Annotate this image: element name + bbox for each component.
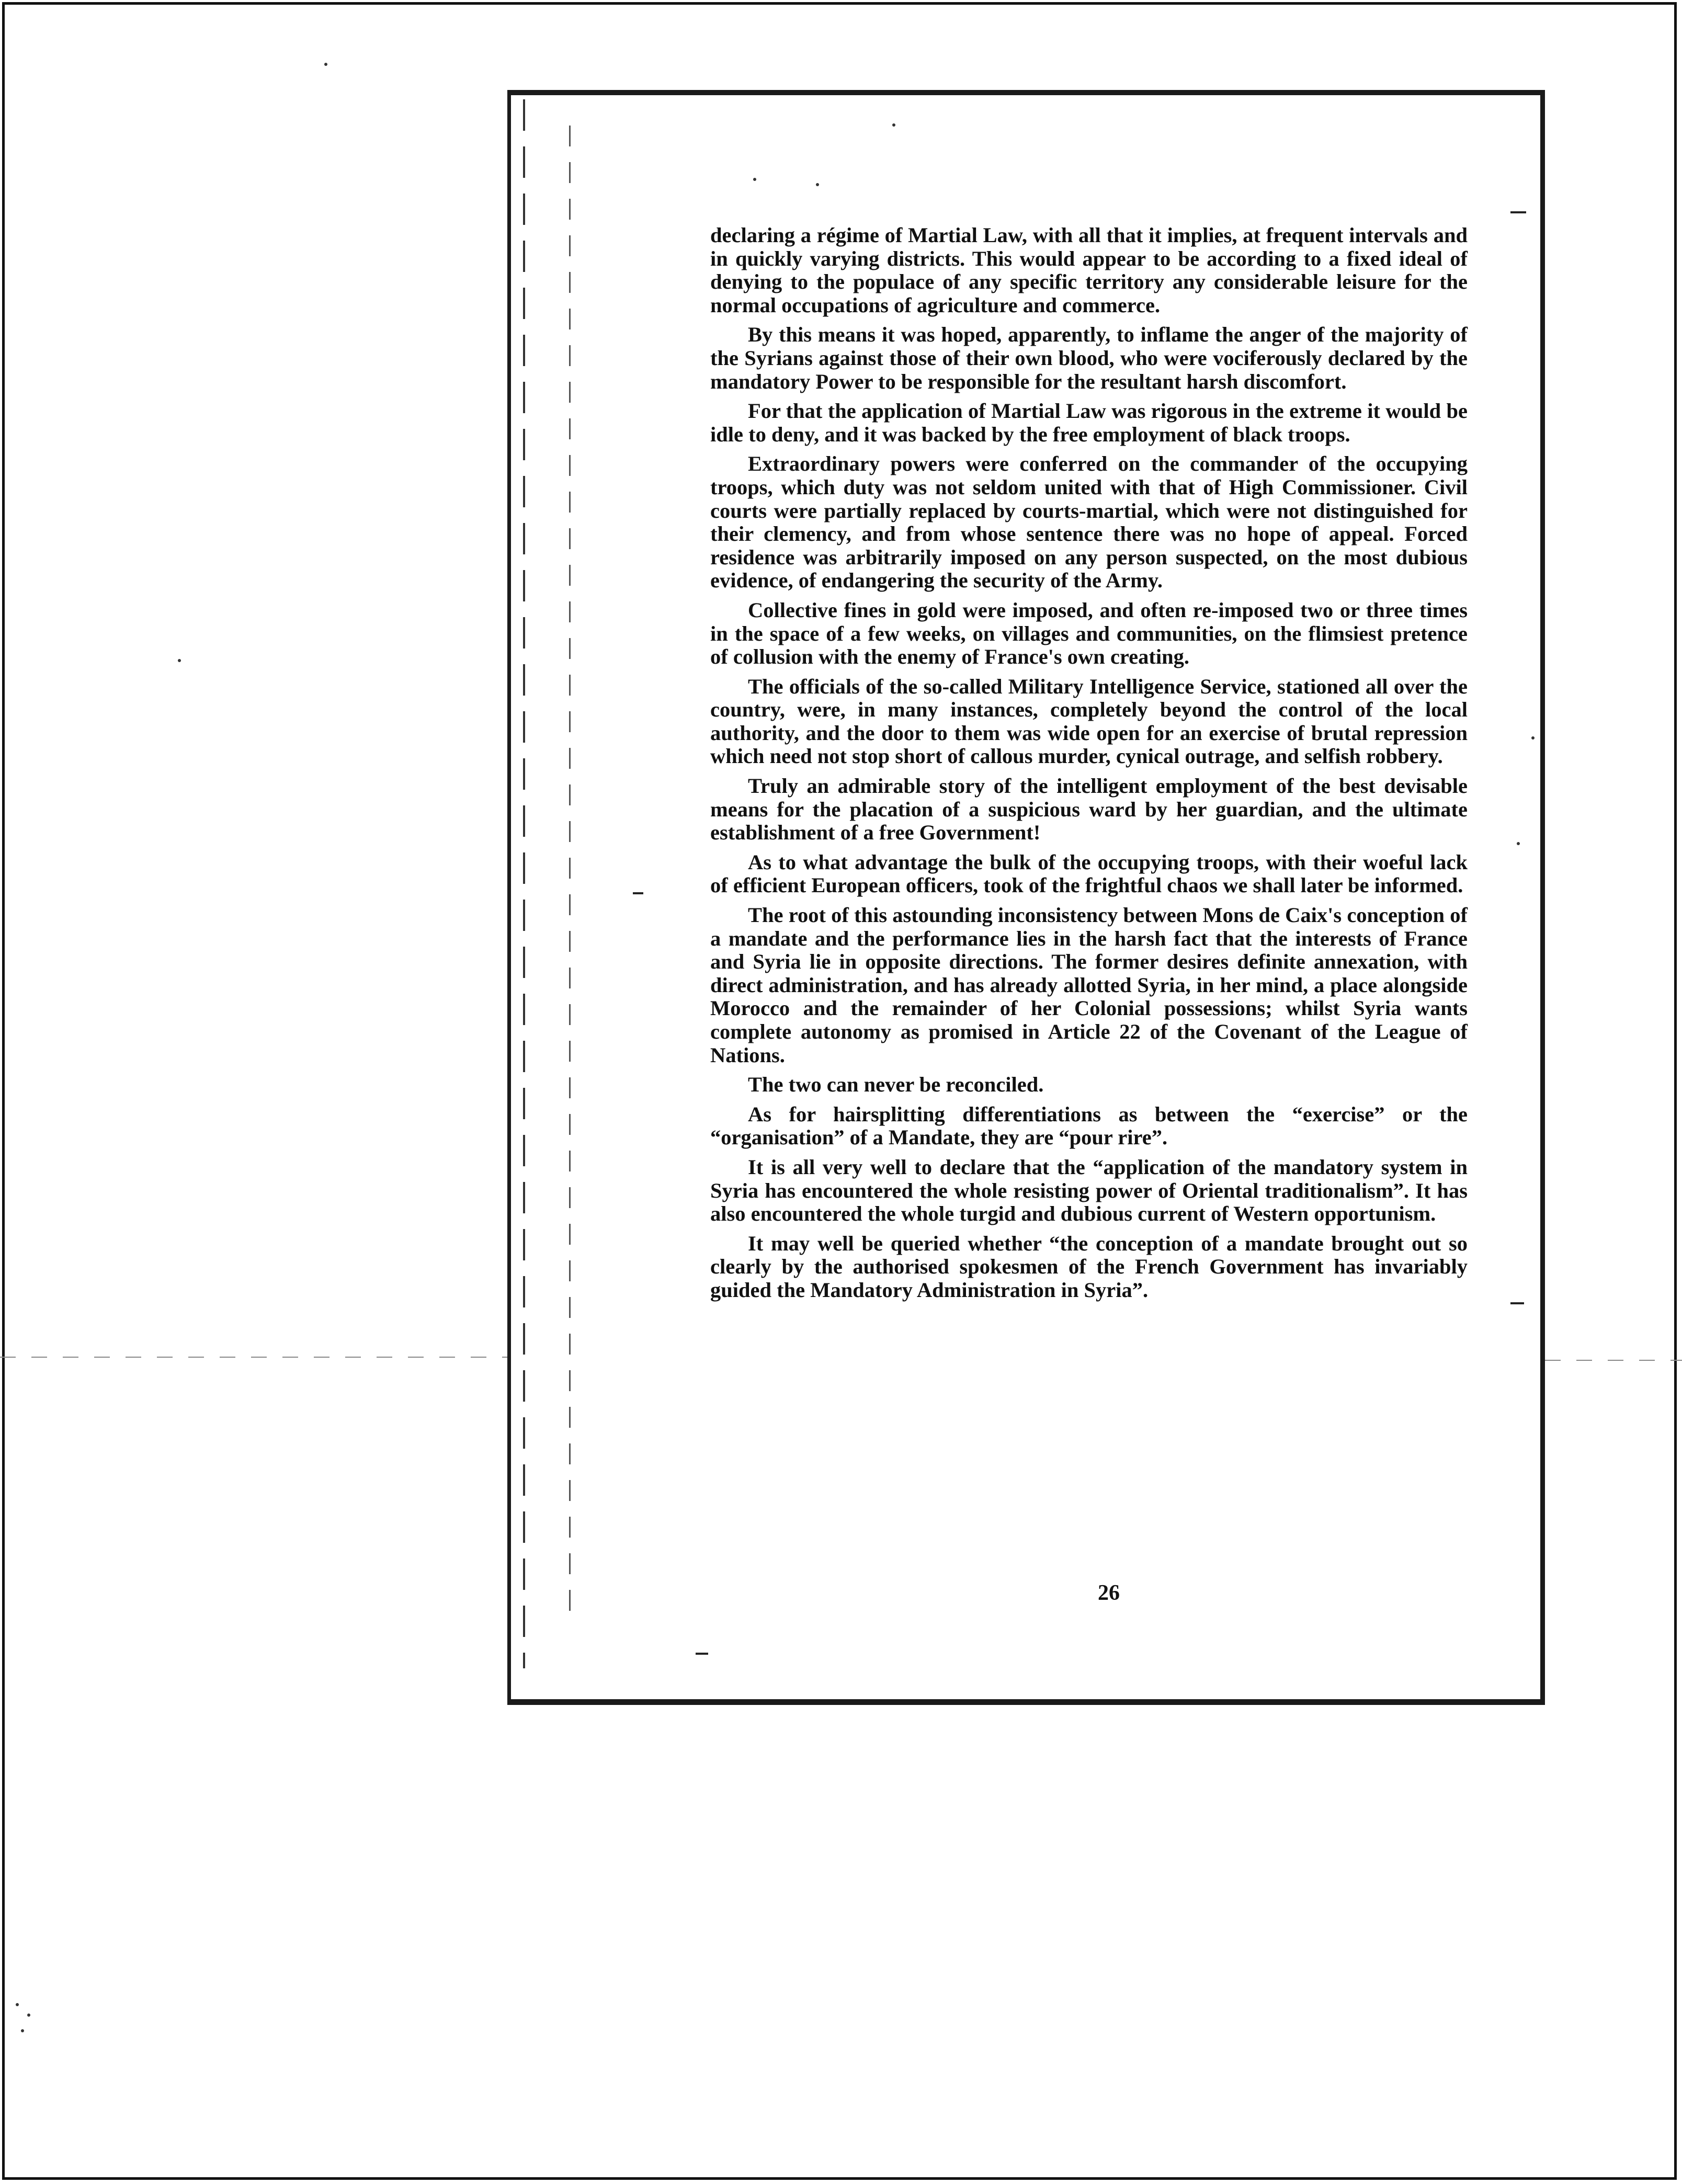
paragraph: It is all very well to declare that the “application of the mandatory system in Syria has encountered the whole resisting power of Oriental traditionalism”. It has also encountered the whole turgid and dubious current of Western opportunism. bbox=[710, 1155, 1468, 1226]
body-text bbox=[710, 224, 1468, 1309]
stray-dot bbox=[27, 2014, 30, 2017]
paragraph: The root of this astounding inconsistency between Mons de Caix's conception of a mandate and the performance lies in the harsh fact that the interests of France and Syria lie in opposite directions. The former desires definite annexation, with direct administration, and has already allotted Syria, in her mind, a place alongside Morocco and the remainder of her Colonial possessions; whilst Syria wants complete autonomy as promised in Article 22 of the Covenant of the League of Nations. bbox=[710, 903, 1468, 1067]
paragraph: By this means it was hoped, apparently, to inflame the anger of the majority of the Syrians against those of their own blood, who were vociferously declared by the mandatory Power to be responsible for the resultant harsh discomfort. bbox=[710, 323, 1468, 393]
paragraph: Truly an admirable story of the intelligent employment of the best devisable means for the placation of a suspicious ward by her guardian, and the ultimate establishment of a free Government! bbox=[710, 774, 1468, 845]
paragraph: Collective fines in gold were imposed, and often re-imposed two or three times in the space of a few weeks, on villages and communities, on the flimsiest pretence of collusion with the enemy of France's own creating. bbox=[710, 598, 1468, 669]
paragraph: As to what advantage the bulk of the occupying troops, with their woeful lack of efficient European officers, took of the frightful chaos we shall later be informed. bbox=[710, 850, 1468, 897]
paragraph: Extraordinary powers were conferred on the commander of the occupying troops, which duty was not seldom united with that of High Commissioner. Civil courts were partially replaced by courts-martial, which were not distinguished for their clemency, and from whose sentence there was no hope of appeal. Forced residence was arbitrarily imposed on any person suspected, on the most dubious evidence, of endangering the security of the Army. bbox=[710, 452, 1468, 593]
stray-dot bbox=[178, 659, 181, 662]
stray-dot bbox=[816, 183, 819, 186]
stray-dot bbox=[1531, 736, 1535, 740]
stray-dot bbox=[21, 2029, 24, 2032]
stray-rule-right bbox=[1545, 1360, 1682, 1361]
stray-dot bbox=[16, 2003, 19, 2006]
stray-dot bbox=[1517, 842, 1520, 845]
paragraph: As for hairsplitting differentiations as between the “exercise” or the “organisation” of a Mandate, they are “pour rire”. bbox=[710, 1102, 1468, 1150]
stray-dot bbox=[892, 123, 895, 127]
stray-mark bbox=[1510, 211, 1526, 213]
paragraph: The two can never be reconciled. bbox=[748, 1073, 1044, 1097]
stray-dot bbox=[324, 63, 327, 66]
stray-dot bbox=[753, 178, 756, 181]
paragraph: For that the application of Martial Law was rigorous in the extreme it would be idle to deny, and it was backed by the free employment of black troops. bbox=[710, 399, 1468, 446]
paragraph: The officials of the so-called Military Intelligence Service, stationed all over the country, were, in many instances, completely beyond the control of the local authority, and the door to them was wide open for an exercise of brutal repression which need not stop short of callous murder, cynical outrage, and selfish robbery. bbox=[710, 674, 1468, 768]
paragraph: declaring a régime of Martial Law, with all that it implies, at frequent intervals and in quickly varying districts. This would appear to be according to a fixed ideal of denying to the populace of any specific territory any considerable leisure for the normal occupations of agriculture and commerce. bbox=[710, 223, 1468, 317]
stray-mark bbox=[696, 1653, 708, 1655]
page-number: 26 bbox=[1098, 1581, 1120, 1605]
stray-mark bbox=[633, 892, 643, 894]
stray-rule-left bbox=[0, 1357, 513, 1358]
binding-edge-inner bbox=[569, 126, 571, 1621]
paragraph: It may well be queried whether “the conception of a mandate brought out so clearly by the authorised spokesmen of the French Government has invariably guided the Mandatory Administration in Syria”. bbox=[710, 1231, 1468, 1302]
binding-edge bbox=[523, 99, 525, 1668]
stray-mark bbox=[1510, 1302, 1524, 1304]
